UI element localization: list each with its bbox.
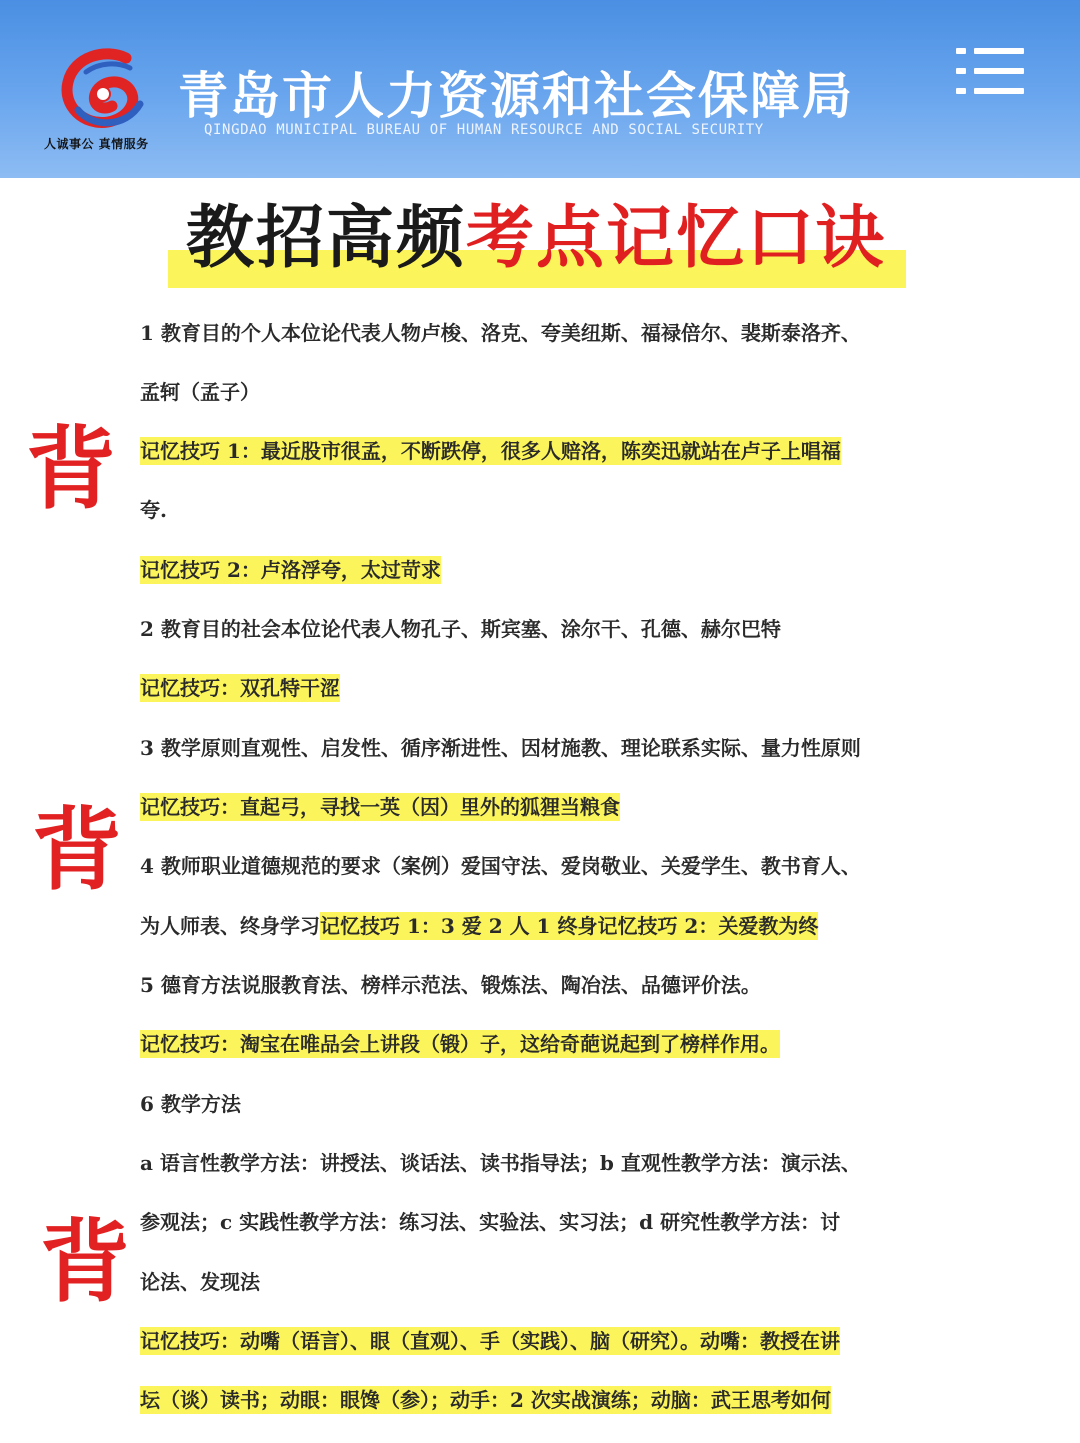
tip-highlight: 记忆技巧 1：最近股市很孟，不断跌停，很多人赔洛，陈奕迅就站在卢子上唱福 — [140, 439, 841, 463]
item-3-tip — [140, 792, 620, 822]
qingdao-hrss-logo-icon[interactable] — [56, 48, 148, 134]
item-2-text: 2 教育目的社会本位论代表人物孔子、斯宾塞、涂尔干、孔德、赫尔巴特 — [140, 617, 781, 641]
side-mark-1: 背 — [26, 417, 116, 522]
org-slogan: 人诚事公 真情服务 — [44, 137, 149, 151]
tip-highlight: 记忆技巧：淘宝在唯品会上讲段（锻）子，这给奇葩说起到了榜样作用。 — [140, 1032, 780, 1056]
item-1-tip-1-cont: 夸. — [140, 498, 167, 522]
item-1-tip-1 — [140, 436, 841, 466]
item-6-text-cont: 参观法；c 实践性教学方法：练习法、实验法、实习法；d 研究性教学方法：讨 — [140, 1210, 841, 1234]
side-mark-2: 背 — [32, 798, 122, 903]
tip-highlight: 坛（谈）读书；动眼：眼馋（参）；动手：2 次实战演练；动脑：武王思考如何 — [140, 1388, 831, 1412]
item-6-tip-cont — [140, 1385, 831, 1415]
item-3-text: 3 教学原则直观性、启发性、循序渐进性、因材施教、理论联系实际、量力性原则 — [140, 736, 861, 760]
item-4-text-cont — [140, 911, 818, 941]
item-1-tip-2 — [140, 555, 441, 585]
item-5-text: 5 德育方法说服教育法、榜样示范法、锻炼法、陶冶法、品德评价法。 — [140, 973, 761, 997]
item-1-text-cont: 孟轲（孟子） — [140, 380, 260, 404]
menu-icon[interactable] — [956, 46, 1026, 100]
item-6-tip — [140, 1326, 840, 1356]
tip-highlight: 记忆技巧 1：3 爱 2 人 1 终身记忆技巧 2：关爱教为终 — [320, 914, 819, 938]
tip-highlight: 记忆技巧：直起弓，寻找一英（因）里外的狐狸当粮食 — [140, 795, 620, 819]
org-name: 青岛市人力资源和社会保障局 — [178, 67, 854, 125]
org-name-en: QINGDAO MUNICIPAL BUREAU OF HUMAN RESOURCE AND SOCIAL SECURITY — [204, 122, 764, 138]
item-2-tip — [140, 673, 340, 703]
site-header — [0, 0, 1080, 178]
tip-highlight: 记忆技巧 2：卢洛浮夸，太过苛求 — [140, 558, 441, 582]
item-6-heading: 6 教学方法 — [140, 1092, 241, 1116]
tip-highlight: 记忆技巧：双孔特干涩 — [140, 676, 340, 700]
item-4-text-tail: 为人师表、终身学习 — [140, 914, 320, 938]
tip-highlight: 记忆技巧：动嘴（语言）、眼（直观）、手（实践）、脑（研究）。动嘴：教授在讲 — [140, 1329, 840, 1353]
page-title — [186, 198, 886, 280]
title-part-2: 考点记忆口诀 — [466, 198, 887, 278]
item-4-text: 4 教师职业道德规范的要求（案例）爱国守法、爱岗敬业、关爱学生、教书育人、 — [140, 854, 861, 878]
side-mark-3: 背 — [40, 1210, 130, 1315]
item-6-text: a 语言性教学方法：讲授法、谈话法、读书指导法；b 直观性教学方法：演示法、 — [140, 1151, 861, 1175]
item-5-tip — [140, 1029, 780, 1059]
item-6-text-cont-2: 论法、发现法 — [140, 1270, 260, 1294]
title-part-1: 教招高频 — [186, 198, 467, 278]
item-1-text: 1 教育目的个人本位论代表人物卢梭、洛克、夸美纽斯、福禄倍尔、裴斯泰洛齐、 — [140, 321, 861, 345]
